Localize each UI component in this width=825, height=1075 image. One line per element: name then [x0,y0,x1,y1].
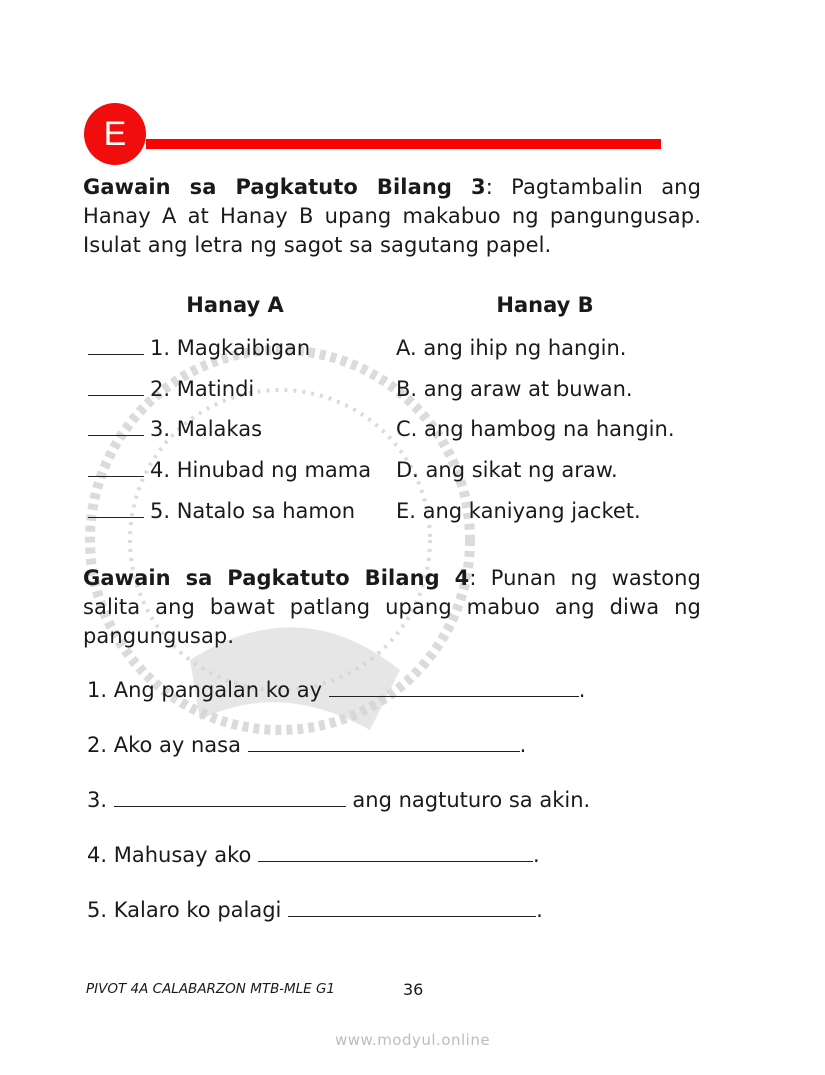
answer-blank[interactable] [88,415,144,436]
page-number: 36 [403,980,424,999]
activity4-text: : Punan ng wastong salita ang bawat patlang upang mabuo ang diwa ng pangungusap. [83,566,701,648]
answer-blank[interactable] [88,375,144,396]
activity3-title: Gawain sa Pagkatuto Bilang 3 [83,175,486,199]
column-a-item: 4. Hinubad ng mama [88,456,371,484]
activity3-instructions [83,173,701,260]
column-a-item: 1. Magkaibigan [88,334,310,362]
column-b-item: C. ang hambog na hangin. [396,417,675,441]
fill-blank[interactable] [258,841,533,862]
fill-blank[interactable] [114,786,346,807]
column-b-item: E. ang kaniyang jacket. [396,499,641,523]
fill-item: 4. Mahusay ako . [87,843,540,867]
section-letter: E [103,115,127,153]
activity4-instructions [83,564,701,651]
fill-item: 2. Ako ay nasa . [87,733,527,757]
fill-blank[interactable] [329,676,579,697]
section-badge [84,103,146,165]
column-b-item: B. ang araw at buwan. [396,377,633,401]
column-b-item: A. ang ihip ng hangin. [396,336,627,360]
answer-blank[interactable] [88,497,144,518]
column-a-item: 5. Natalo sa hamon [88,497,355,525]
column-a-header: Hanay A [186,293,284,317]
answer-blank[interactable] [88,334,144,355]
activity3-text: : Pagtambalin ang Hanay A at Hanay B upang makabuo ng pangungusap. Isulat ang letra ng sagot sa sagutang papel. [83,175,701,257]
column-b-item: D. ang sikat ng araw. [396,458,618,482]
fill-blank[interactable] [248,731,520,752]
footer-series: PIVOT 4A CALABARZON MTB-MLE G1 [86,981,336,997]
column-a-item: 2. Matindi [88,375,254,403]
fill-blank[interactable] [288,896,536,917]
column-b-header: Hanay B [496,293,594,317]
column-a-item: 3. Malakas [88,415,262,443]
section-rule [146,139,661,149]
activity4-title: Gawain sa Pagkatuto Bilang 4 [83,566,470,590]
fill-item: 5. Kalaro ko palagi . [87,898,543,922]
answer-blank[interactable] [88,456,144,477]
fill-item: 1. Ang pangalan ko ay . [87,678,586,702]
site-watermark: www.modyul.online [335,1031,491,1049]
fill-item: 3. ang nagtuturo sa akin. [87,788,591,812]
